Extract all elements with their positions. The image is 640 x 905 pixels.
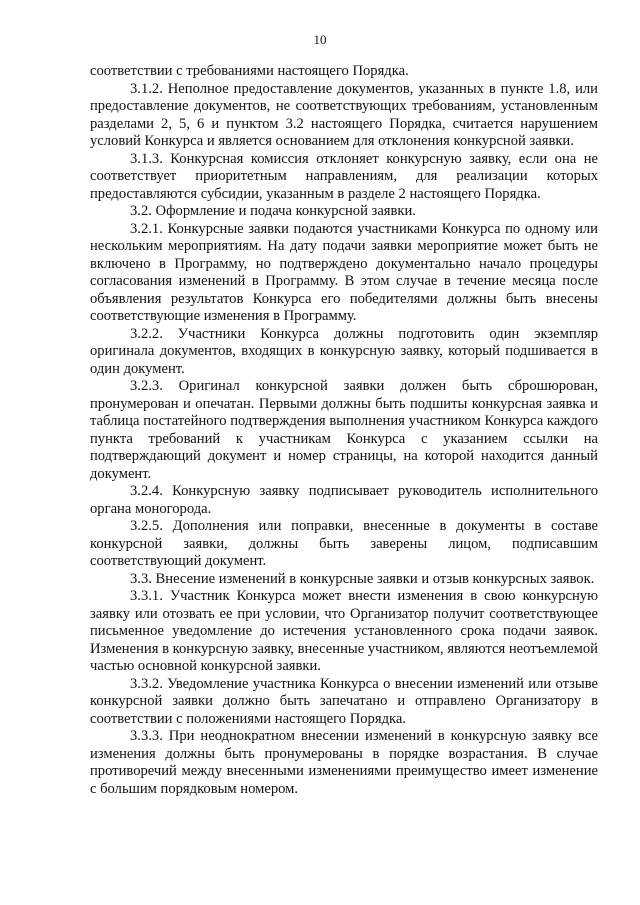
- paragraph-continuation: соответствии с требованиями настоящего Порядка.: [90, 63, 409, 79]
- paragraph-3-2-3: 3.2.3. Оригинал конкурсной заявки должен быть сброшюрован, пронумерован и опечатан. Первыми должны быть подшиты конкурсная заявка и таблица постатейного подтверждения выполнения участником Конкурса каждого пункта требований к участникам Конкурса с указанием ссылки на подтверждающий документ и номер страницы, на которой находится данный документ.: [90, 378, 598, 482]
- paragraph-3-1-3: 3.1.3. Конкурсная комиссия отклоняет конкурсную заявку, если она не соответствует приоритетным направлениям, для реализации которых предоставляются субсидии, указанным в разделе 2 настоящего Порядка.: [90, 150, 598, 202]
- paragraph-3-2-1: 3.2.1. Конкурсные заявки подаются участниками Конкурса по одному или нескольким мероприятиям. На дату подачи заявки мероприятие может быть не включено в Программу, но подтверждено документально начало процедуры согласования изменений в Программу. В этом случае в течение месяца после объявления результатов Конкурса его победителями должны быть внесены соответствующие изменения в Программу.: [90, 220, 598, 324]
- page-number: 10: [313, 32, 327, 47]
- paragraph-3-2-5: 3.2.5. Дополнения или поправки, внесенные в документы в составе конкурсной заявки, должны быть заверены лицом, подписавшим соответствующий документ.: [90, 518, 598, 569]
- paragraph-3-2-2: 3.2.2. Участники Конкурса должны подготовить один экземпляр оригинала документов, входящих в конкурсную заявку, который подшивается в один документ.: [90, 325, 598, 377]
- paragraph-3-3-1: 3.3.1. Участник Конкурса может внести изменения в свою конкурсную заявку или отозвать ее при условии, что Организатор получит соответствующее письменное уведомление до истечения установленного срока подачи заявок. Изменения в конкурсную заявку, внесенные участником, являются неотъемлемой частью основной конкурсной заявки.: [90, 588, 598, 674]
- section-heading-3-2: 3.2. Оформление и подача конкурсной заявки.: [130, 203, 416, 219]
- section-heading-3-3: 3.3. Внесение изменений в конкурсные заявки и отзыв конкурсных заявок.: [130, 570, 595, 587]
- paragraph-3-1-2: 3.1.2. Неполное предоставление документов, указанных в пункте 1.8, или предоставление документов, не соответствующих требованиям, установленным разделами 2, 5, 6 и пунктом 3.2 настоящего Порядка, считается нарушением условий Конкурса и является основанием для отклонения конкурсной заявки.: [90, 80, 598, 149]
- paragraph-3-3-2: 3.3.2. Уведомление участника Конкурса о внесении изменений или отзыве конкурсной заявки должно быть запечатано и отправлено Организатору в соответствии с положениями настоящего Порядка.: [90, 675, 598, 727]
- paragraph-3-3-3: 3.3.3. При неоднократном внесении изменений в конкурсную заявку все изменения должны быть пронумерованы в порядке возрастания. В случае противоречий между внесенными изменениями преимущество имеет изменение с большим порядковым номером.: [90, 728, 598, 797]
- document-body: [90, 63, 598, 798]
- paragraph-3-2-4: 3.2.4. Конкурсную заявку подписывает руководитель исполнительного органа моногорода.: [90, 483, 598, 517]
